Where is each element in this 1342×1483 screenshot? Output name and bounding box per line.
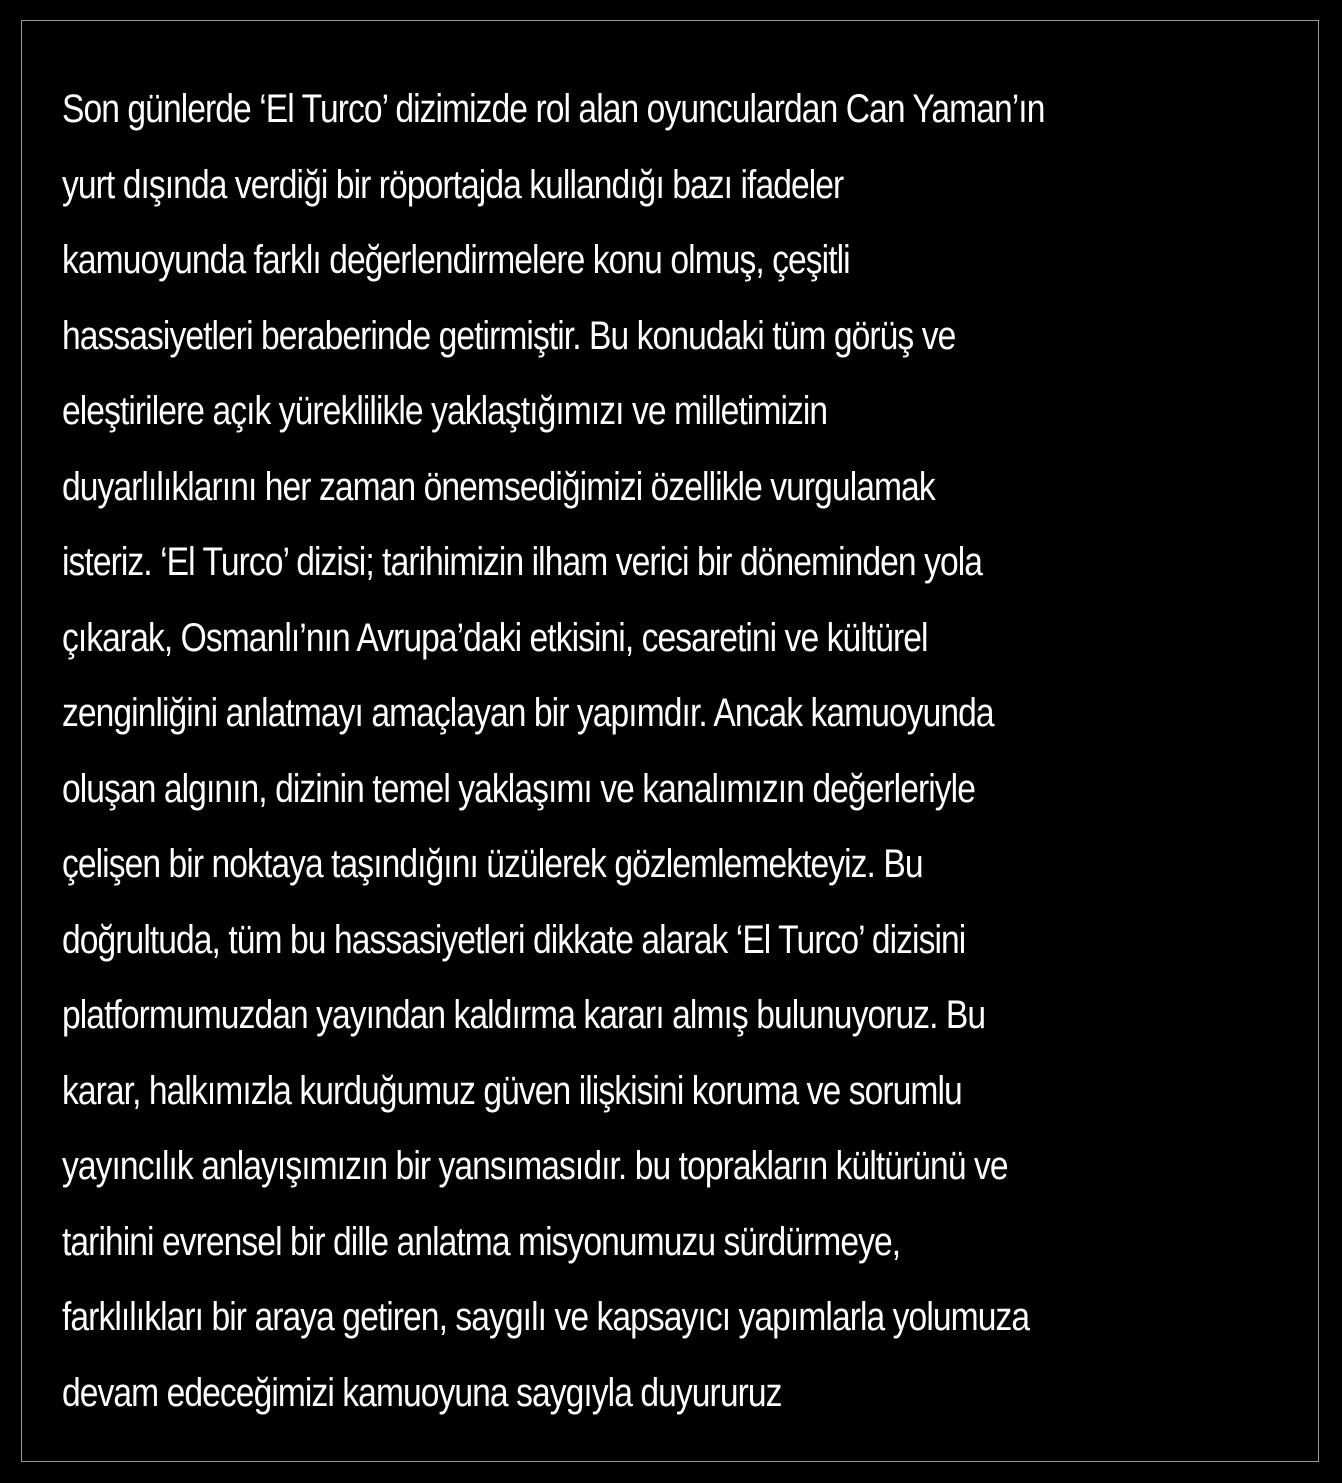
statement-line: kamuoyunda farklı değerlendirmelere konu olmuş, çeşitli (62, 238, 850, 282)
statement-line: duyarlılıklarını her zaman önemsediğimizi özellikle vurgulamak (62, 464, 935, 509)
statement-line: Son günlerde ‘El Turco’ dizimizde rol alan oyunculardan Can Yaman’ın (62, 87, 1045, 131)
statement-line: devam edeceğimizi kamuoyuna saygıyla duyururuz (62, 1370, 782, 1415)
statement-line: farklılıkları bir araya getiren, saygılı ve kapsayıcı yapımlarla yolumuza (62, 1295, 1030, 1339)
statement-line: yurt dışında verdiği bir röportajda kullandığı bazı ifadeler (62, 162, 844, 207)
statement-line: tarihini evrensel bir dille anlatma misyonumuzu sürdürmeye, (62, 1219, 901, 1264)
statement-line: çelişen bir noktaya taşındığını üzülerek gözlemlemekteyiz. Bu (62, 842, 923, 886)
statement-line: zenginliğini anlatmayı amaçlayan bir yapımdır. Ancak kamuoyunda (62, 691, 994, 735)
statement-line: eleştirilere açık yüreklilikle yaklaştığımızı ve milletimizin (62, 389, 828, 433)
statement-line: çıkarak, Osmanlı’nın Avrupa’daki etkisini, cesaretini ve kültürel (62, 615, 928, 660)
statement-text (62, 72, 1302, 1431)
statement-line: isteriz. ‘El Turco’ dizisi; tarihimizin ilham verici bir döneminden yola (62, 540, 983, 584)
statement-line: platformumuzdan yayından kaldırma kararı almış bulunuyoruz. Bu (62, 993, 986, 1037)
statement-line: oluşan algının, dizinin temel yaklaşımı ve kanalımızın değerleriyle (62, 766, 975, 811)
statement-line: hassasiyetleri beraberinde getirmiştir. Bu konudaki tüm görüş ve (62, 313, 956, 358)
statement-line: doğrultuda, tüm bu hassasiyetleri dikkate alarak ‘El Turco’ dizisini (62, 917, 966, 962)
statement-line: karar, halkımızla kurduğumuz güven ilişkisini koruma ve sorumlu (62, 1068, 962, 1113)
statement-line: yayıncılık anlayışımızın bir yansımasıdır. bu toprakların kültürünü ve (62, 1144, 1008, 1188)
